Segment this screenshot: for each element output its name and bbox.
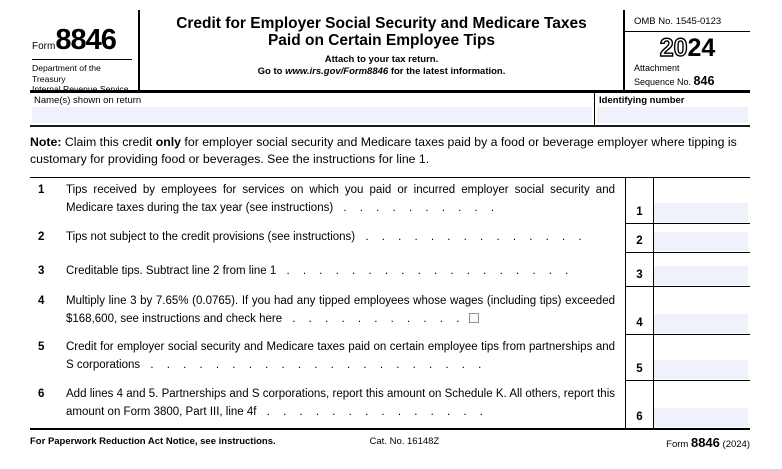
amount-cell bbox=[653, 253, 750, 287]
line-description-cell bbox=[30, 178, 625, 224]
line2-amount-field[interactable] bbox=[654, 232, 748, 251]
goto-instruction bbox=[140, 66, 623, 77]
sequence-line bbox=[634, 74, 750, 89]
line-number-box: 5 bbox=[625, 335, 653, 381]
line-number-box: 6 bbox=[625, 381, 653, 428]
line-description: Tips received by employees for services on which you paid or incurred employer social security and Medicare taxes during the tax year (see instructions) bbox=[66, 184, 615, 214]
amount-cell bbox=[653, 224, 750, 253]
note-text bbox=[30, 134, 750, 168]
line4-checkbox[interactable] bbox=[469, 313, 479, 323]
line-row-3 bbox=[30, 253, 750, 287]
note-before-bold: Claim this credit bbox=[61, 135, 156, 149]
identifying-number-input[interactable] bbox=[597, 107, 748, 123]
form-header bbox=[30, 10, 750, 93]
identifying-number-label: Identifying number bbox=[599, 95, 685, 106]
amount-cell bbox=[653, 381, 750, 428]
amount-cell bbox=[653, 178, 750, 224]
amount-cell bbox=[653, 335, 750, 381]
agency-names bbox=[32, 60, 132, 95]
attachment-sequence bbox=[625, 61, 750, 89]
form-id-box bbox=[30, 10, 140, 95]
omb-number: OMB No. 1545-0123 bbox=[625, 10, 750, 32]
goto-suffix: for the latest information. bbox=[388, 65, 506, 77]
note-bold-word: only bbox=[155, 135, 182, 149]
note-after-bold: for employer social security and Medicare taxes paid by a food or beverage employer where tipping is customary for providing food or beverages. See the instructions for line 1. bbox=[30, 135, 737, 166]
line-row-2 bbox=[30, 224, 750, 253]
line-row-1 bbox=[30, 178, 750, 224]
dot-leader: . . . . . . . . . . . . . . . . . . bbox=[286, 264, 569, 277]
sequence-number: 846 bbox=[693, 73, 715, 88]
footer-form-id bbox=[666, 435, 750, 450]
line-description: Multiply line 3 by 7.65% (0.0765). If you had any tipped employees whose wages (including tips) exceeded $168,600, see instructions and check here bbox=[66, 295, 615, 325]
line-description-cell bbox=[30, 381, 625, 428]
paperwork-notice: For Paperwork Reduction Act Notice, see instructions. bbox=[30, 435, 276, 447]
attachment-word: Attachment bbox=[634, 63, 680, 73]
line1-amount-field[interactable] bbox=[654, 203, 748, 222]
line-description: Tips not subject to the credit provisions (see instructions) bbox=[66, 230, 356, 243]
sequence-label: Sequence No. bbox=[634, 76, 694, 87]
title-line-1: Credit for Employer Social Security and Medicare Taxes bbox=[176, 15, 587, 32]
line5-amount-field[interactable] bbox=[654, 360, 748, 379]
form-id bbox=[32, 10, 132, 60]
dot-leader: . . . . . . . . . . . . . . . . . . . . . bbox=[150, 358, 482, 371]
line-description-cell bbox=[30, 335, 625, 381]
line6-amount-field[interactable] bbox=[654, 408, 748, 427]
form-footer bbox=[30, 435, 750, 451]
tax-year bbox=[625, 32, 750, 61]
form-word-label: Form bbox=[32, 41, 56, 52]
line-description-cell bbox=[30, 287, 625, 335]
line-description-cell bbox=[30, 253, 625, 287]
line-number: 2 bbox=[38, 230, 45, 243]
line-number: 4 bbox=[38, 295, 45, 308]
omb-year-box bbox=[625, 10, 750, 90]
line-description: Add lines 4 and 5. Partnerships and S corporations, report this amount on Schedule K. All others, report this amount on Form 3800, Part III, line 4f bbox=[66, 388, 615, 418]
irs-url: www.irs.gov/Form8846 bbox=[285, 65, 389, 77]
agency-line-2: Internal Revenue Service bbox=[32, 84, 129, 95]
attach-instruction: Attach to your tax return. bbox=[324, 53, 439, 65]
line-description-cell bbox=[30, 224, 625, 253]
line-row-4 bbox=[30, 287, 750, 335]
dot-leader: . . . . . . . . . . . bbox=[292, 312, 460, 325]
footer-form-number: 8846 bbox=[690, 434, 720, 450]
line-number: 5 bbox=[38, 341, 45, 354]
amount-cell bbox=[653, 287, 750, 335]
footer-form-word: Form bbox=[666, 438, 691, 450]
form-title bbox=[140, 15, 623, 50]
line-description: Credit for employer social security and Medicare taxes paid on certain employee tips from partnerships and S corporations bbox=[66, 341, 615, 371]
dot-leader: . . . . . . . . . . . . . . bbox=[266, 405, 483, 418]
line3-amount-field[interactable] bbox=[654, 266, 748, 285]
line-description: Creditable tips. Subtract line 2 from line 1 bbox=[66, 264, 277, 277]
line-number: 3 bbox=[38, 264, 45, 277]
name-input[interactable] bbox=[32, 107, 592, 123]
line-number: 1 bbox=[38, 184, 45, 197]
line-number-box: 1 bbox=[625, 178, 653, 224]
agency-line-1: Department of the Treasury bbox=[32, 63, 101, 84]
dot-leader: . . . . . . . . . . . . . . bbox=[365, 230, 582, 243]
line-row-5 bbox=[30, 335, 750, 381]
line-number-box: 3 bbox=[625, 253, 653, 287]
tax-year-outline-digits: 20 bbox=[659, 34, 688, 62]
name-cell bbox=[30, 93, 595, 125]
catalog-number: Cat. No. 16148Z bbox=[369, 435, 440, 447]
form-sheet bbox=[30, 10, 750, 451]
dot-leader: . . . . . . . . . . bbox=[343, 201, 495, 214]
note-label: Note: bbox=[30, 135, 62, 149]
tax-year-solid-digits: 24 bbox=[687, 34, 716, 62]
title-box bbox=[140, 10, 625, 90]
line4-amount-field[interactable] bbox=[654, 314, 748, 333]
line-row-6 bbox=[30, 381, 750, 428]
line-number: 6 bbox=[38, 388, 45, 401]
footer-form-year: (2024) bbox=[719, 438, 750, 450]
title-line-2: Paid on Certain Employee Tips bbox=[267, 32, 496, 50]
form-number: 8846 bbox=[55, 24, 116, 56]
name-label: Name(s) shown on return bbox=[34, 95, 142, 106]
name-row bbox=[30, 93, 750, 127]
identifying-number-cell bbox=[595, 93, 750, 125]
goto-prefix: Go to bbox=[257, 65, 286, 77]
line-number-box: 4 bbox=[625, 287, 653, 335]
line-number-box: 2 bbox=[625, 224, 653, 253]
lines-table bbox=[30, 177, 750, 430]
